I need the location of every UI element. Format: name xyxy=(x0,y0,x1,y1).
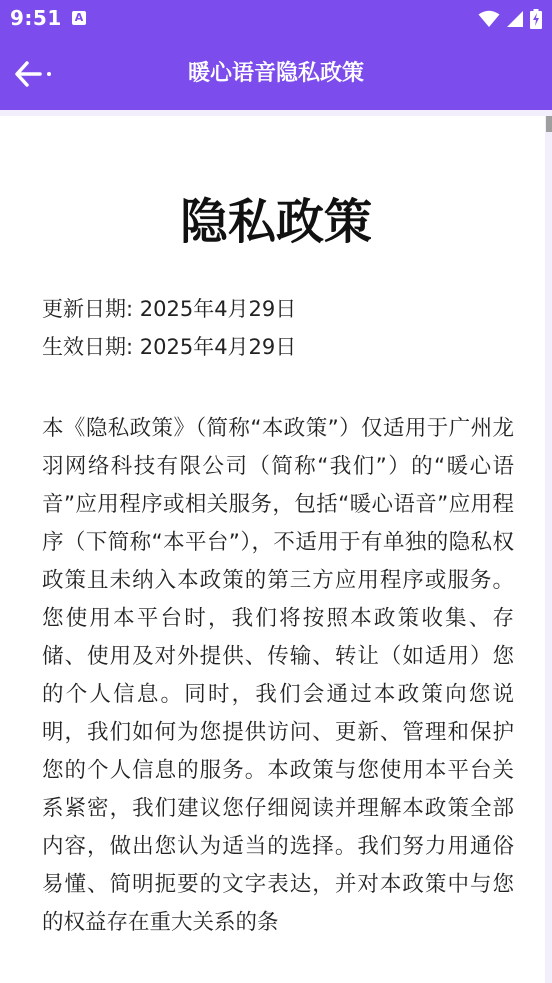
effective-date: 生效日期: 2025年4月29日 xyxy=(42,335,297,359)
accessibility-notification-icon: A xyxy=(72,11,86,25)
updated-date: 更新日期: 2025年4月29日 xyxy=(42,297,297,321)
scrollbar[interactable] xyxy=(546,116,552,132)
cell-signal-icon xyxy=(506,10,524,28)
app-bar-title: 暖心语音隐私政策 xyxy=(187,61,364,86)
policy-title: 隐私政策 xyxy=(179,194,372,250)
status-time: 9:51 xyxy=(10,6,62,30)
policy-page[interactable] xyxy=(0,116,545,983)
content-frame xyxy=(0,110,552,983)
app-bar xyxy=(0,38,552,110)
back-button[interactable] xyxy=(14,56,62,92)
wifi-icon xyxy=(478,10,500,28)
status-bar xyxy=(0,0,552,38)
back-arrow-icon xyxy=(14,60,54,88)
battery-charging-icon xyxy=(530,9,542,29)
status-icons xyxy=(478,7,542,31)
policy-body-text: 本《隐私政策》（简称“本政策”）仅适用于广州龙羽网络科技有限公司（简称“我们”）的“暖心语音”应用程序或相关服务，包括“暖心语音”应用程序（下简称“本平台”），不适用于有单独的隐私权政策且未纳入本政策的第三方应用程序或服务。您使用本平台时，我们将按照本政策收集、存储、使用及对外提供、传输、转让（如适用）您的个人信息。同时，我们会通过本政策向您说明，我们如何为您提供访问、更新、管理和保护您的个人信息的服务。本政策与您使用本平台关系紧密，我们建议您仔细阅读并理解本政策全部内容，做出您认为适当的选择。我们努力用通俗易懂、简明扼要的文字表达，并对本政策中与您的权益存在重大关系的条 xyxy=(42,416,514,935)
